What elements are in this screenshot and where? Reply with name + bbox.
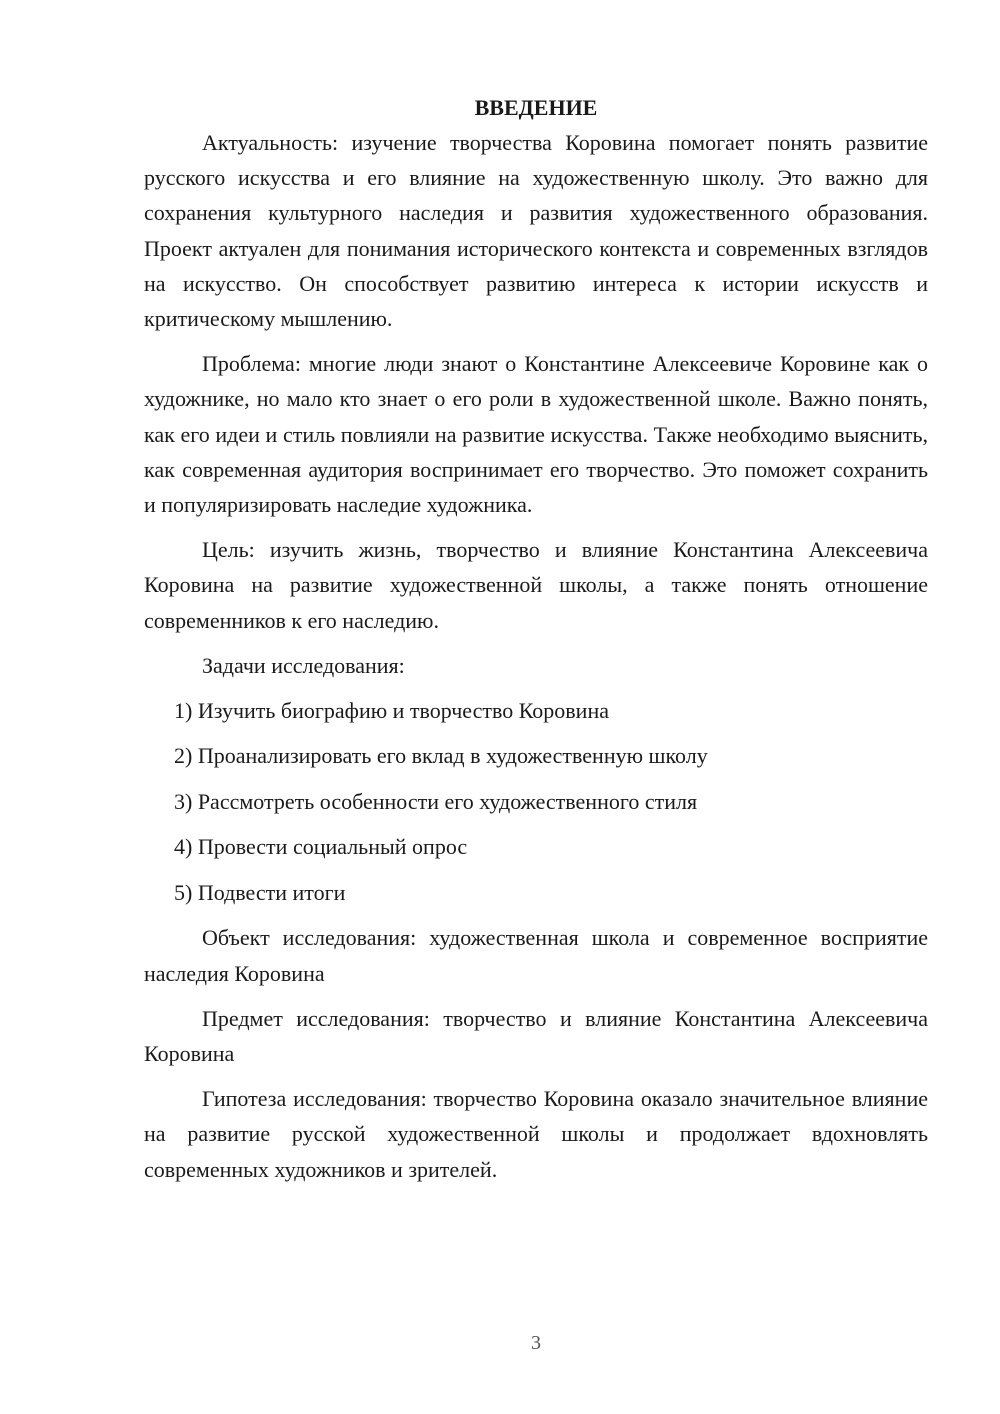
tasks-list (144, 693, 928, 910)
subject-paragraph: Предмет исследования: творчество и влияние Константина Алексеевича Коровина (144, 1005, 928, 1066)
list-item: 2) Проанализировать его вклад в художественную школу (174, 743, 708, 769)
list-item: 4) Провести социальный опрос (174, 834, 468, 860)
page-number: 3 (531, 1332, 541, 1354)
tasks-heading: Задачи исследования: (202, 652, 405, 678)
goal-paragraph: Цель: изучить жизнь, творчество и влияние Константина Алексеевича Коровина на развитие художественной школы, а также понять отношение современников к его наследию. (144, 537, 928, 633)
page-title: ВВЕДЕНИЕ (474, 95, 598, 120)
hypothesis-paragraph: Гипотеза исследования: творчество Коровина оказало значительное влияние на развитие русской художественной школы и продолжает вдохновлять современных художников и зрителей. (144, 1086, 928, 1182)
list-item: 5) Подвести итоги (174, 879, 346, 905)
problem-paragraph: Проблема: многие люди знают о Константине Алексеевиче Коровине как о художнике, но мало кто знает о его роли в художественной школе. Важно понять, как его идеи и стиль повлияли на развитие искусства. Также необходимо выяснить, как современная аудитория воспринимает его творчество. Это поможет сохранить и популяризировать наследие художника. (144, 351, 928, 518)
list-item: 1) Изучить биографию и творчество Коровина (174, 697, 609, 723)
list-item: 3) Рассмотреть особенности его художественного стиля (174, 788, 698, 814)
relevance-paragraph: Актуальность: изучение творчества Коровина помогает понять развитие русского искусства и его влияние на художественную школу. Это важно для сохранения культурного наследия и развития художественного образования. Проект актуален для понимания исторического контекста и современных взглядов на искусство. Он способствует развитию интереса к истории искусств и критическому мышлению. (144, 130, 928, 332)
document-page (144, 90, 928, 1197)
object-paragraph: Объект исследования: художественная школа и современное восприятие наследия Коровина (144, 925, 928, 986)
